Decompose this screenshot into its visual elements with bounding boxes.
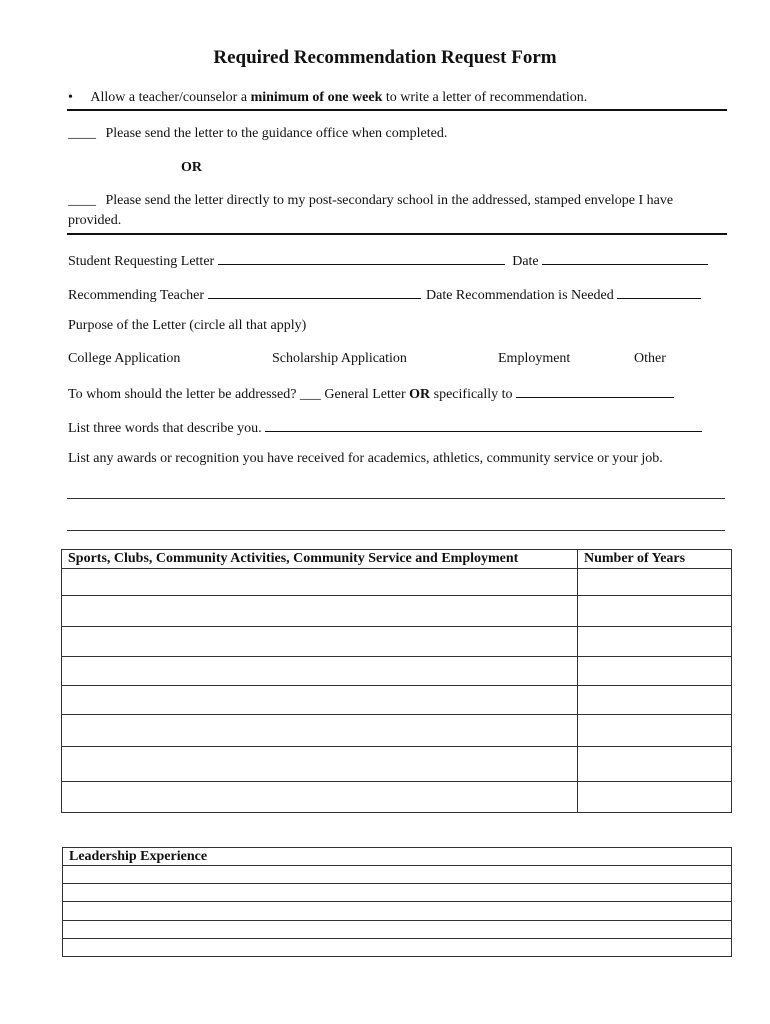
student-label: Student Requesting Letter [68,254,215,269]
years-cell[interactable] [578,657,732,686]
divider [67,109,727,111]
three-words-label: List three words that describe you. [68,421,262,436]
activities-table [61,549,732,813]
instruction-text-pre: Allow a teacher/counselor a [90,90,251,105]
table-row [62,747,732,782]
activity-cell[interactable] [62,686,578,715]
activity-cell[interactable] [62,657,578,686]
purpose-option-college[interactable]: College Application [68,351,181,366]
option-guidance-office [68,126,447,142]
instruction-text-post: to write a letter of recommendation. [382,90,588,105]
years-cell[interactable] [578,569,732,596]
option-check-blank[interactable]: ____ [68,126,96,141]
awards-answer-line-1[interactable] [67,498,725,499]
general-letter-blank[interactable]: ___ [299,387,321,402]
bullet-glyph: • [68,90,73,105]
recipient-field[interactable] [516,384,674,398]
needed-date-label: Date Recommendation is Needed [426,288,614,303]
option-text: Please send the letter directly to my post-secondary school in the addressed, stamped envelope I have [105,193,674,208]
divider [67,233,727,235]
purpose-option-scholarship[interactable]: Scholarship Application [272,351,407,366]
activity-cell[interactable] [62,596,578,627]
years-cell[interactable] [578,747,732,782]
teacher-label: Recommending Teacher [68,288,204,303]
table-row [63,884,732,902]
awards-answer-line-2[interactable] [67,530,725,531]
or-bold: OR [409,387,431,402]
leadership-table [62,847,732,957]
table-header-row [62,550,732,569]
awards-label: List any awards or recognition you have received for academics, athletics, community service or your job. [68,451,663,466]
leadership-cell[interactable] [63,884,732,902]
date-label: Date [512,254,539,269]
date-field[interactable] [542,251,708,265]
table-header-row [63,848,732,866]
activity-cell[interactable] [62,782,578,813]
years-cell[interactable] [578,596,732,627]
years-header: Number of Years [578,550,732,569]
leadership-cell[interactable] [63,902,732,921]
table-row [62,782,732,813]
activity-cell[interactable] [62,747,578,782]
general-letter-label: General Letter [324,387,406,402]
activity-cell[interactable] [62,627,578,657]
activity-cell[interactable] [62,715,578,747]
leadership-cell[interactable] [63,939,732,957]
activities-header: Sports, Clubs, Community Activities, Community Service and Employment [62,550,578,569]
table-row [63,921,732,939]
option-text-continued: provided. [68,213,122,228]
table-row [62,686,732,715]
years-cell[interactable] [578,782,732,813]
years-cell[interactable] [578,627,732,657]
years-cell[interactable] [578,715,732,747]
table-row [62,715,732,747]
student-name-field[interactable] [218,251,505,265]
years-cell[interactable] [578,686,732,715]
table-row [63,939,732,957]
activity-cell[interactable] [62,569,578,596]
needed-date-field[interactable] [617,285,701,299]
table-row [63,866,732,884]
address-question: To whom should the letter be addressed? [68,387,297,402]
table-row [62,569,732,596]
table-row [62,627,732,657]
or-label: OR [181,160,202,175]
three-words-row [68,418,702,437]
table-row [62,596,732,627]
table-row [62,657,732,686]
purpose-option-employment[interactable]: Employment [498,351,571,366]
option-direct-mail [68,193,673,209]
teacher-row [68,285,701,304]
address-row [68,384,674,403]
table-row [63,902,732,921]
purpose-label: Purpose of the Letter (circle all that apply) [68,318,307,333]
leadership-header: Leadership Experience [63,848,732,866]
form-title: Required Recommendation Request Form [213,47,557,68]
three-words-field[interactable] [265,418,702,432]
purpose-option-other[interactable]: Other [634,351,666,366]
instruction-line [68,90,587,106]
leadership-cell[interactable] [63,921,732,939]
option-text: Please send the letter to the guidance office when completed. [105,126,448,141]
instruction-text-bold: minimum of one week [250,90,383,105]
teacher-name-field[interactable] [208,285,421,299]
leadership-cell[interactable] [63,866,732,884]
option-check-blank[interactable]: ____ [68,193,96,208]
specifically-label: specifically to [433,387,513,402]
student-row [68,251,708,270]
